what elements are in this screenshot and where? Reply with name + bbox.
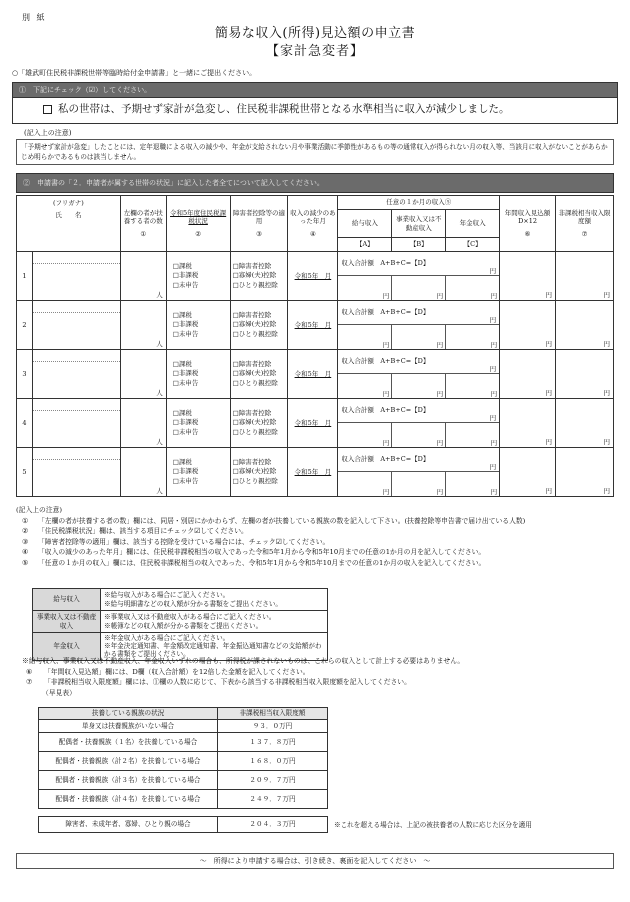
unit-person: 人: [156, 437, 163, 446]
yen-unit: 円: [382, 389, 390, 398]
inc-line: ※給与明細書などの収入額が分かる書類をご提出ください。: [104, 599, 283, 608]
decrease-month-cell[interactable]: [288, 301, 338, 350]
decrease-month-header: 収入の減少のあった年月: [290, 209, 336, 226]
row-number: 3: [17, 350, 33, 399]
opt-nontaxable[interactable]: □非課税: [172, 418, 199, 427]
tax-status-header: 令和5年度住民税課税状況: [170, 209, 227, 226]
table-row: [17, 399, 614, 448]
opt-taxable[interactable]: □課税: [172, 359, 192, 368]
row-number: 4: [17, 399, 33, 448]
ref-row: [39, 733, 328, 752]
ref-label: （早見表）: [42, 688, 76, 697]
reference-table: [38, 707, 328, 809]
col-a: 【A】: [338, 238, 392, 252]
ref-last-b: ２０４．３万円: [218, 817, 328, 833]
ref-amount: ９３．０万円: [218, 720, 328, 733]
opt-disability[interactable]: □障害者控除: [232, 408, 272, 417]
ref-row: [39, 790, 328, 809]
sudden-change-check[interactable]: [13, 98, 617, 116]
opt-nontaxable[interactable]: □非課税: [172, 369, 199, 378]
yen-unit: 円: [545, 339, 552, 348]
yen-unit: 円: [436, 291, 444, 300]
col-num-7: ⑦: [581, 229, 588, 238]
unit-person: 人: [156, 388, 163, 397]
inc-line: ※年金収入がある場合にご記入ください。: [104, 634, 230, 642]
monthly-income-cell[interactable]: [338, 448, 500, 497]
limit-cell[interactable]: [555, 252, 613, 301]
note-num: ⑥: [25, 667, 33, 676]
inc-label: 給与収入: [33, 589, 101, 611]
opt-single-parent[interactable]: □ひとり親控除: [232, 280, 278, 289]
page-subtitle: 【家計急変者】: [265, 44, 364, 59]
opt-widow[interactable]: □寡婦(夫)控除: [232, 467, 277, 476]
dependents-cell[interactable]: [120, 301, 166, 350]
opt-single-parent[interactable]: □ひとり親控除: [232, 329, 278, 338]
col-num-1: ①: [140, 229, 147, 238]
monthly-income-header: 任意の１か月の収入⑤: [338, 196, 500, 210]
note-num: ⑦: [25, 678, 33, 687]
ref-amount: １３７．８万円: [218, 733, 328, 752]
table-row: [17, 252, 614, 301]
reiwa-month: 令和5年 月: [294, 418, 332, 427]
opt-single-parent[interactable]: □ひとり親控除: [232, 476, 278, 485]
ref-row: [39, 752, 328, 771]
yen-unit: 円: [489, 462, 497, 471]
ref-condition: 配偶者・扶養親族（計４名）を扶養している場合: [39, 790, 218, 809]
yen-unit: 円: [603, 290, 610, 299]
opt-disability[interactable]: □障害者控除: [232, 261, 272, 270]
section2-bar: ② 申請書の「２．申請者が属する世帯の状況」に記入した者全てについて記入してください。: [17, 174, 613, 192]
note-text: 「障害者控除等の適用」欄は、該当する控除を受けている場合には、チェック☑してください。: [38, 537, 330, 546]
ref-condition: 配偶者・扶養親族（１名）を扶養している場合: [39, 733, 218, 752]
opt-disability[interactable]: □障害者控除: [232, 359, 272, 368]
opt-taxable[interactable]: □課税: [172, 310, 192, 319]
notes-heading: (記入上の注意): [16, 506, 63, 514]
yen-unit: 円: [436, 389, 444, 398]
tax-status-options[interactable]: [166, 399, 230, 448]
name-cell[interactable]: [32, 252, 120, 301]
deduction-options[interactable]: [230, 399, 288, 448]
intro-text: ○「雄武町住民税非課税世帯等臨時給付金申請書」と一緒にご提出ください。: [12, 69, 257, 77]
yen-unit: 円: [489, 315, 497, 324]
unit-person: 人: [156, 290, 163, 299]
note-num: ②: [21, 527, 29, 536]
ref-amount: ２４９．７万円: [218, 790, 328, 809]
opt-single-parent[interactable]: □ひとり親控除: [232, 427, 278, 436]
name-cell[interactable]: [32, 399, 120, 448]
ref-last-table: [38, 816, 328, 833]
opt-nontaxable[interactable]: □非課税: [172, 271, 199, 280]
tax-status-options[interactable]: [166, 252, 230, 301]
note1-body: 「予期せず家計が急変」したことには、定年退職による収入の減少や、年金が支給されない月や事業活動に季節性があるもの等の通常収入が得られない月の収入等、当該月に収入がないことがあらかじめ明らかであるものは該当しません。: [16, 139, 614, 165]
name-cell[interactable]: [32, 448, 120, 497]
note-num: ④: [21, 548, 29, 557]
note-num: ①: [21, 516, 29, 525]
annual-cell[interactable]: [500, 301, 556, 350]
yen-unit: 円: [436, 340, 444, 349]
unit-person: 人: [156, 486, 163, 495]
section2-box: [16, 173, 614, 193]
opt-undeclared[interactable]: □未申告: [172, 280, 199, 289]
deduction-options[interactable]: [230, 301, 288, 350]
note-text: 「非課税相当収入限度額」欄には、①欄の人数に応じて、下表から該当する非課税相当収入限度額を記入してください。: [44, 678, 411, 687]
reiwa-month: 令和5年 月: [294, 320, 332, 329]
ref-h2: 非課税相当収入限度額: [218, 708, 328, 720]
decrease-month-cell[interactable]: [288, 399, 338, 448]
monthly-income-cell[interactable]: [338, 301, 500, 350]
yen-unit: 円: [545, 486, 552, 495]
row-number: 2: [17, 301, 33, 350]
ref-row: [39, 771, 328, 790]
deduction-header: 障害者控除等の適用: [233, 209, 285, 226]
opt-nontaxable[interactable]: □非課税: [172, 320, 199, 329]
row-number: 1: [17, 252, 33, 301]
note-text: 「年間収入見込額」欄には、D欄（収入合計額）を12倍した金額を記入してください。: [44, 667, 310, 676]
tax-status-options[interactable]: [166, 350, 230, 399]
dependents-cell[interactable]: [120, 252, 166, 301]
yen-unit: 円: [382, 487, 390, 496]
yen-unit: 円: [382, 438, 390, 447]
ref-h1: 扶養している親族の状況: [39, 708, 218, 720]
col-num-3: ③: [256, 229, 262, 238]
yen-unit: 円: [545, 388, 552, 397]
ref-condition: 配偶者・扶養親族（計３名）を扶養している場合: [39, 771, 218, 790]
opt-disability[interactable]: □障害者控除: [232, 457, 272, 466]
section1-bar: ① 下記にチェック（☑）してください。: [13, 83, 617, 98]
table-row: [17, 350, 614, 399]
table-row: [17, 448, 614, 497]
opt-undeclared[interactable]: □未申告: [172, 378, 199, 387]
decrease-month-cell[interactable]: [288, 350, 338, 399]
footer-note: ～ 所得により申請する場合は、引き続き、裏面を記入してください ～: [16, 853, 614, 869]
furigana-header: (フリガナ): [53, 199, 84, 207]
col-num-4: ④: [309, 229, 316, 238]
opt-undeclared[interactable]: □未申告: [172, 476, 199, 485]
ref-note: ※これを超える場合は、上記の被扶養者の人数に応じた区分を適用: [334, 821, 532, 829]
business-header: 事業収入又は不動産収入: [392, 210, 446, 238]
notes-section: [16, 505, 616, 568]
name-cell[interactable]: [32, 350, 120, 399]
yen-unit: 円: [545, 437, 552, 446]
opt-widow[interactable]: □寡婦(夫)控除: [232, 418, 277, 427]
opt-taxable[interactable]: □課税: [172, 261, 192, 270]
yen-unit: 円: [490, 389, 498, 398]
limit-cell[interactable]: [555, 448, 613, 497]
total-label: 収入合計額 A+B+C=【D】: [341, 357, 430, 366]
opt-undeclared[interactable]: □未申告: [172, 329, 199, 338]
yen-unit: 円: [436, 487, 444, 496]
col-num-2: ②: [195, 229, 202, 238]
reiwa-month: 令和5年 月: [294, 271, 332, 280]
tax-status-options[interactable]: [166, 448, 230, 497]
yen-unit: 円: [603, 388, 610, 397]
notes-after-text: ※給与収入、事業収入又は不動産収入、年金収入いずれの場合も、所得税が課されないものは、これらの収入として計上する必要はありません。: [22, 657, 465, 665]
total-label: 収入合計額 A+B+C=【D】: [341, 406, 430, 415]
opt-taxable[interactable]: □課税: [172, 457, 192, 466]
section1-box: [12, 82, 618, 124]
check-label: 私の世帯は、予期せず家計が急変し、住民税非課税世帯となる水準相当に収入が減少しました。: [58, 103, 510, 115]
pension-header: 年金収入: [446, 210, 500, 238]
yen-unit: 円: [382, 291, 390, 300]
ref-condition: 単身又は扶養親族がいない場合: [39, 720, 218, 733]
note-text: 「左欄の者が扶養する者の数」欄には、同居・別居にかかわらず、左欄の者が扶養している親族の数を記入して下さい。(扶養控除等申告書で届け出ている人数): [38, 516, 526, 525]
annual-income-header: 年間収入見込額: [504, 209, 551, 218]
deduction-options[interactable]: [230, 448, 288, 497]
dependents-cell[interactable]: [120, 448, 166, 497]
limit-cell[interactable]: [555, 301, 613, 350]
tax-status-options[interactable]: [166, 301, 230, 350]
col-c: 【C】: [446, 238, 500, 252]
dependents-header: 左欄の者が扶養する者の数: [123, 209, 163, 226]
reiwa-month: 令和5年 月: [294, 467, 332, 476]
yen-unit: 円: [436, 438, 444, 447]
ref-condition: 配偶者・扶養親族（計２名）を扶養している場合: [39, 752, 218, 771]
limit-header: 非課税相当収入限度額: [558, 209, 611, 226]
inc-label: 事業収入又は不動産収入: [33, 611, 101, 633]
limit-cell[interactable]: [555, 350, 613, 399]
decrease-month-cell[interactable]: [288, 252, 338, 301]
yen-unit: 円: [490, 438, 498, 447]
inc-line: ※年金決定通知書、年金額改定通知書、年金振込通知書などの支給額がわかる書類をご提出ください。: [104, 642, 322, 659]
opt-widow[interactable]: □寡婦(夫)控除: [232, 271, 277, 280]
name-cell[interactable]: [32, 301, 120, 350]
page-title: 簡易な収入(所得)見込額の申立書: [214, 26, 416, 41]
ref-last-a: 障害者、未成年者、寡婦、ひとり親の場合: [39, 817, 218, 833]
opt-widow[interactable]: □寡婦(夫)控除: [232, 369, 277, 378]
yen-unit: 円: [490, 487, 498, 496]
monthly-income-cell[interactable]: [338, 350, 500, 399]
yen-unit: 円: [603, 486, 610, 495]
opt-undeclared[interactable]: □未申告: [172, 427, 199, 436]
yen-unit: 円: [603, 437, 610, 446]
annual-cell[interactable]: [500, 350, 556, 399]
monthly-income-cell[interactable]: [338, 399, 500, 448]
note-num: ⑤: [21, 558, 29, 567]
note1-heading: (記入上の注意): [24, 129, 72, 137]
notes-after: [22, 656, 622, 698]
ref-amount: １６８．０万円: [218, 752, 328, 771]
col-b: 【B】: [392, 238, 446, 252]
yen-unit: 円: [489, 413, 497, 422]
row-number: 5: [17, 448, 33, 497]
yen-unit: 円: [603, 339, 610, 348]
checkbox[interactable]: [43, 105, 52, 114]
monthly-income-cell[interactable]: [338, 252, 500, 301]
opt-disability[interactable]: □障害者控除: [232, 310, 272, 319]
total-label: 収入合計額 A+B+C=【D】: [341, 259, 430, 268]
name-header: 氏 名: [55, 211, 82, 220]
yen-unit: 円: [489, 266, 497, 275]
unit-person: 人: [156, 339, 163, 348]
dependents-cell[interactable]: [120, 350, 166, 399]
opt-nontaxable[interactable]: □非課税: [172, 467, 199, 476]
opt-widow[interactable]: □寡婦(夫)控除: [232, 320, 277, 329]
deduction-options[interactable]: [230, 350, 288, 399]
col-num-6: ⑥: [524, 229, 531, 238]
ref-row: [39, 720, 328, 733]
total-label: 収入合計額 A+B+C=【D】: [341, 455, 430, 464]
decrease-month-cell[interactable]: [288, 448, 338, 497]
household-income-table: [16, 195, 614, 497]
yen-unit: 円: [489, 364, 497, 373]
inc-label: 年金収入: [33, 633, 101, 661]
table-row: [17, 301, 614, 350]
ref-amount: ２０９．７万円: [218, 771, 328, 790]
deduction-options[interactable]: [230, 252, 288, 301]
note-num: ③: [21, 537, 29, 546]
inc-line: ※帳簿などの収入額が分かる書類をご提出ください。: [104, 621, 263, 630]
note-text: 「任意の１か月の収入」欄には、住民税非課税相当の収入であった、令和5年1月から令和5年10月までの任意の1か月の収入を記入してください。: [38, 558, 486, 567]
inc-line: ※給与収入がある場合にご記入ください。: [104, 591, 230, 600]
dependents-cell[interactable]: [120, 399, 166, 448]
attachment-tag: 別 紙: [22, 13, 47, 22]
yen-unit: 円: [382, 340, 390, 349]
salary-header: 給与収入: [338, 210, 392, 238]
income-docs-table: [32, 588, 328, 661]
annual-formula: D×12: [518, 217, 537, 226]
total-label: 収入合計額 A+B+C=【D】: [341, 308, 430, 317]
limit-cell[interactable]: [555, 399, 613, 448]
opt-single-parent[interactable]: □ひとり親控除: [232, 378, 278, 387]
annual-cell[interactable]: [500, 399, 556, 448]
yen-unit: 円: [490, 291, 498, 300]
annual-cell[interactable]: [500, 252, 556, 301]
annual-cell[interactable]: [500, 448, 556, 497]
note-text: 「住民税課税状況」欄は、該当する項目にチェック☑してください。: [38, 527, 248, 536]
yen-unit: 円: [545, 290, 552, 299]
note-text: 「収入の減少のあった年月」欄には、住民税非課税相当の収入であった令和5年1月から令和5年10月までの任意の1か月の月を記入してください。: [38, 548, 486, 557]
inc-line: ※事業収入又は不動産収入がある場合にご記入ください。: [104, 613, 276, 622]
reiwa-month: 令和5年 月: [294, 369, 332, 378]
yen-unit: 円: [490, 340, 498, 349]
opt-taxable[interactable]: □課税: [172, 408, 192, 417]
